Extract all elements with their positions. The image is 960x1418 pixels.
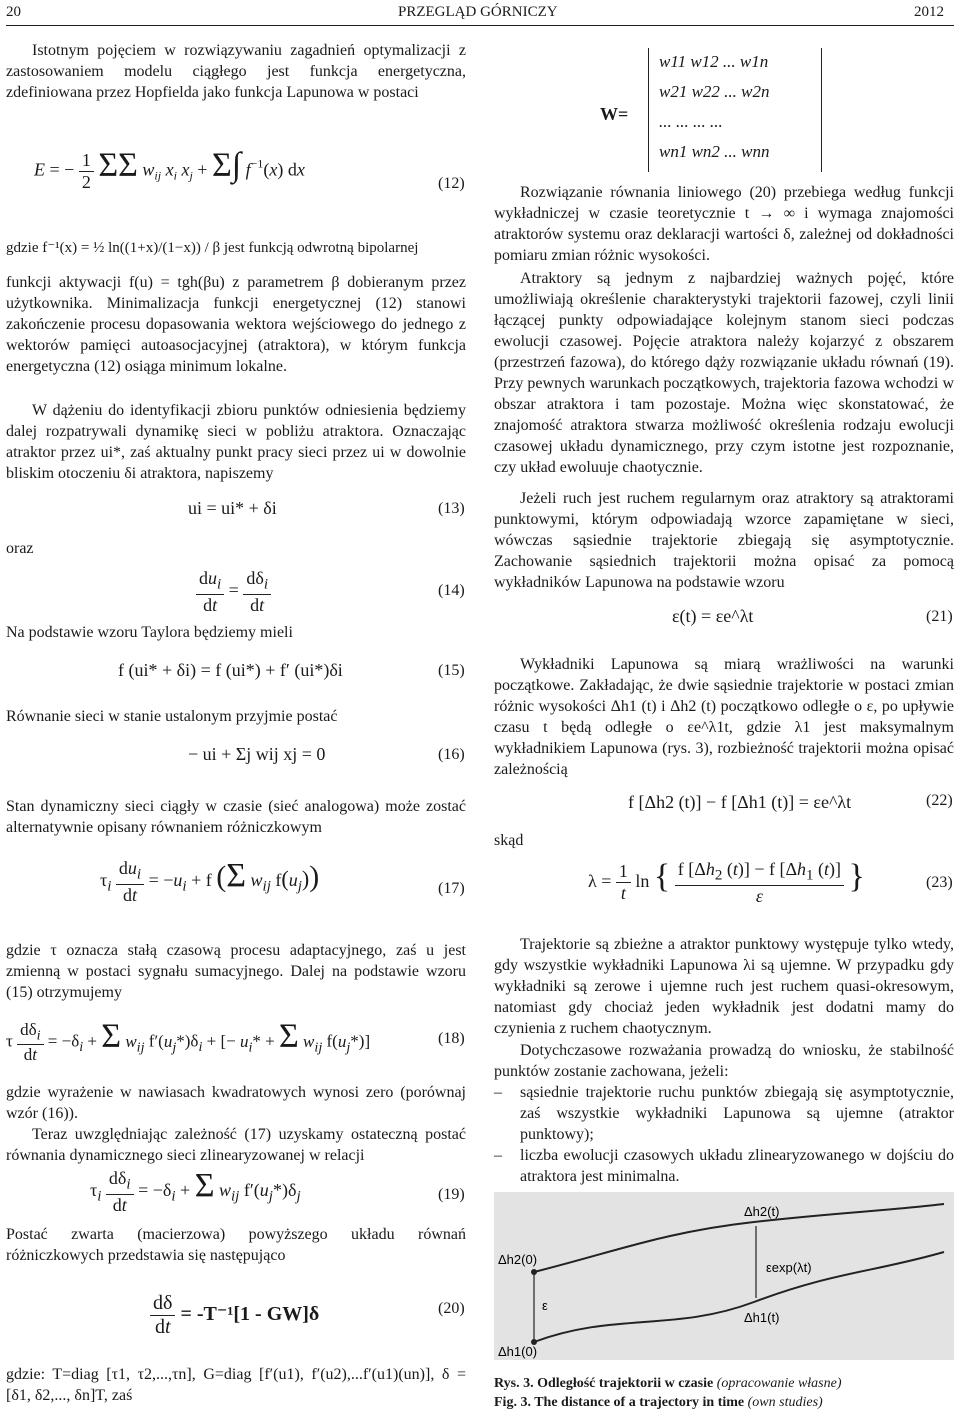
matrix-row: wn1 wn2 ... wnn: [659, 142, 770, 161]
label-h2-0: Δh2(0): [498, 1252, 538, 1267]
paragraph-attractors: Atraktory są jednym z najbardziej ważnych pojęć, które umożliwiają określenie charakterystyki trajektorii fazowej, czyli linii łączącej punkty odpowiadające kolejnym stanom sieci podczas ewolucji czasowej. Pojęcie atraktora należy kojarzyć z obszarem (przestrzeń fazowa), do którego dąży rozwiązanie układu równań (19). Przy pewnych warunkach początkowych, trajektoria fazowa wchodzi w obszar atraktora i tam pozostaje. Można więc skonstatować, że znajomość atraktora stwarza możliwość określenia rodzaju ewolucji czasowej układu dynamicznego, przy czym istotne jest rozpoznanie, czy układ ewoluuje chaotycznie.: [494, 270, 954, 476]
label-h2-t: Δh2(t): [744, 1204, 780, 1219]
paragraph-taylor: Na podstawie wzoru Taylora będziemy mieli: [6, 624, 293, 641]
journal-title: PRZEGLĄD GÓRNICZY: [398, 4, 558, 20]
label-h1-0: Δh1(0): [498, 1344, 538, 1359]
label-skad: skąd: [494, 832, 524, 849]
label-eps: ε: [542, 1298, 548, 1313]
equation-number: (21): [926, 608, 953, 625]
figure-caption-pl: Rys. 3. Odległość trajektorii w czasie (opracowanie własne): [494, 1376, 842, 1391]
paragraph-converge: Trajektorie są zbieżne a atraktor punktowy występuje tylko wtedy, gdy wszystkie wykładniki Lapunowa λi są ujemne. W przypadku gdy wykładniki są zerowe i ujemne ruch jest ruchem quasi-okresowym, natomiast gdy chociaż jeden wykładnik jest dodatni mamy do czynienia z ruchem chaotycznym.: [494, 936, 954, 1037]
matrix-row: w11 w12 ... w1n: [659, 52, 769, 71]
paragraph-steady: Równanie sieci w stanie ustalonym przyjmie postać: [6, 708, 338, 725]
paragraph-conclusion: Dotychczasowe rozważania prowadzą do wniosku, że stabilność punktów zostanie zachowana, jeżeli:: [494, 1042, 954, 1080]
paragraph-solution: Rozwiązanie równania liniowego (20) przebiega według funkcji wykładniczej w czasie teoretycznie t → ∞ i wymaga znajomości atraktorów systemu oraz deklaracji wartości δ, zależnej od dokładności pomiaru zmian różnic wysokości.: [494, 184, 954, 264]
equation-number: (18): [438, 1030, 465, 1047]
matrix-row: ... ... ... ...: [659, 112, 723, 131]
equation-number: (23): [926, 874, 953, 891]
equation-number: (15): [438, 662, 465, 679]
trajectory-diagram: [494, 1192, 954, 1360]
paragraph-tau: gdzie τ oznacza stałą czasową procesu adaptacyjnego, zaś u jest zmienną w postaci sygnału sumacyjnego. Dalej na podstawie wzoru (15) otrzymujemy: [6, 942, 466, 1001]
trajectory-figure: [494, 1192, 954, 1360]
equation-22: f [Δh2 (t)] − f [Δh1 (t)] = εe^λt: [628, 792, 852, 812]
equation-number: (20): [438, 1300, 465, 1317]
equation-12: E = − $\frac{1}{2}$ ΣΣ $w_{ij}$ $x_i$ $x_j + \Sigma\int$ $f^{-1}(x)$ dx: [34, 146, 305, 192]
list-item: – sąsiednie trajektorie ruchu punktów zbiegają się asymptotycznie, zaś wszystkie wykładniki Lapunowa są ujemne (atraktor punktowy);: [494, 1084, 954, 1143]
paragraph-matrix: Postać zwarta (macierzowa) powyższego układu równań różniczkowych przedstawia się następująco: [6, 1226, 466, 1264]
weight-matrix: [648, 48, 822, 172]
equation-number: (12): [438, 175, 465, 192]
paragraph-dynamic: Stan dynamiczny sieci ciągły w czasie (sieć analogowa) może zostać alternatywnie opisany równaniem różniczkowym: [6, 798, 466, 836]
equation-14: $\frac{du_i}{dt}$ = $\frac{d\delta_i}{dt}$: [196, 568, 271, 616]
equation-16: − ui + Σj wij xj = 0: [188, 744, 326, 764]
equation-17: $\tau_i$ $\frac{du_i}{dt}$ = $-u_i + f$ (Σ $w_{ij}$ $f(u_j)$): [100, 856, 320, 905]
paragraph-linear: Teraz uwzględniając zależność (17) uzyskamy ostateczną postać równania dynamicznego sieci zlinearyzowanej w relacji: [6, 1126, 466, 1164]
equation-number: (16): [438, 746, 465, 763]
equation-number: (22): [926, 792, 953, 809]
label-oraz: oraz: [6, 540, 34, 557]
equation-number: (19): [438, 1186, 465, 1203]
label-eps-exp: εexp(λt): [766, 1260, 812, 1275]
label-h1-t: Δh1(t): [744, 1310, 780, 1325]
conditions-list: [494, 1082, 954, 1187]
equation-21: ε(t) = εe^λt: [672, 606, 754, 626]
year: 2012: [914, 4, 944, 20]
equation-15: f (ui* + δi) = f (ui*) + f′ (ui*)δi: [118, 660, 343, 680]
paragraph-lyapunov: Wykładniki Lapunowa są miarą wrażliwości na warunki początkowe. Zakładając, że dwie sąsiednie trajektorie w postaci zmian różnic wysokości Δh1 (t) i Δh2 (t) początkowo odległe o ε, po upływie czasu t będą odległe o εe^λ1t, gdzie λ1 jest maksymalnym wykładnikiem Lapunowa (rys. 3), rozbieżność trajektorii można opisać zależnością: [494, 656, 954, 778]
equation-number: (17): [438, 880, 465, 897]
equation-13: ui = ui* + δi: [188, 498, 277, 518]
trajectory-2-curve: [534, 1204, 944, 1272]
matrix-row: w21 w22 ... w2n: [659, 82, 770, 101]
start-point-2: [531, 1269, 537, 1275]
paragraph-identification: W dążeniu do identyfikacji zbioru punktów odniesienia będziemy dalej rozpatrywali dynamikę sieci w pobliżu atraktora. Oznaczając atraktor przez ui*, zaś aktualny punkt pracy sieci przez ui w dowolnie bliskim otoczeniu δi atraktora, napiszemy: [6, 402, 466, 482]
equation-20: $\frac{d\delta}{dt}$ = -T⁻¹[1 - GW]δ: [150, 1292, 319, 1339]
equation-number: (14): [438, 582, 465, 599]
matrix-label: W=: [600, 104, 629, 124]
paragraph-activation: funkcji aktywacji f(u) = tgh(βu) z parametrem β dobieranym przez użytkownika. Minimalizacja funkcji energetycznej (12) stanowi zakończenie procesu dopasowania wektora wejściowego do jednego z wektorów pamięci autoasocjacyjnej (atraktora), w którym funkcja energetyczna (12) osiąga minimum lokalne.: [6, 274, 466, 375]
page-number: 20: [6, 4, 21, 20]
list-item: – liczba ewolucji czasowych układu zlinearyzowanego w dojściu do atraktora jest minimalna.: [494, 1147, 954, 1185]
paragraph-definitions: gdzie: T=diag [τ1, τ2,...,τn], G=diag [f′(u1), f′(u2),...f′(u1)(un)], δ = [δ1, δ2,..., δn]T, zaś: [6, 1366, 466, 1404]
paragraph-regular: Jeżeli ruch jest ruchem regularnym oraz atraktory są atraktorami punktowymi, którym odpowiadają wzorce zapamiętane w sieci, wówczas sąsiednie trajektorie zbiegają się asymptotycznie. Zachowanie sąsiednich trajektorii można opisać za pomocą wykładników Lapunowa na podstawie wzoru: [494, 490, 954, 591]
trajectory-1-curve: [534, 1252, 944, 1342]
inverse-function-line: gdzie f⁻¹(x) = ½ ln((1+x)/(1−x)) / β jest funkcją odwrotną bipolarnej: [6, 240, 419, 256]
paragraph-brackets: gdzie wyrażenie w nawiasach kwadratowych wynosi zero (porównaj wzór (16)).: [6, 1084, 466, 1122]
equation-18: τ $\frac{d\delta_i}{dt}$ = $-\delta_i + \Sigma$ $w_{ij}$ $f'(u_j*)\delta_i$ + [− $u_i* + \Sigma$ $w_{ij}$ $f(u_j*)$]: [6, 1017, 371, 1065]
equation-number: (13): [438, 500, 465, 517]
equation-23: λ = $\frac{1}{t}$ ln { $\frac{f [\Delta h_2 (t)] - f [\Delta h_1 (t)]}{\varepsilon}$ }: [588, 858, 865, 906]
paragraph-intro: Istotnym pojęciem w rozwiązywaniu zagadnień optymalizacji z zastosowaniem modelu ciągłego jest funkcja energetyczna, zdefiniowana przez Hopfielda jako funkcja Lapunowa w postaci: [6, 42, 466, 101]
equation-19: $\tau_i$ $\frac{d\delta_i}{dt}$ = $-\delta_i + \Sigma$ $w_{ij}$ $f'(u_j*)\delta_j$: [90, 1166, 301, 1215]
figure-caption-en: Fig. 3. The distance of a trajectory in time (own studies): [494, 1395, 823, 1410]
header-rule: [6, 25, 954, 26]
